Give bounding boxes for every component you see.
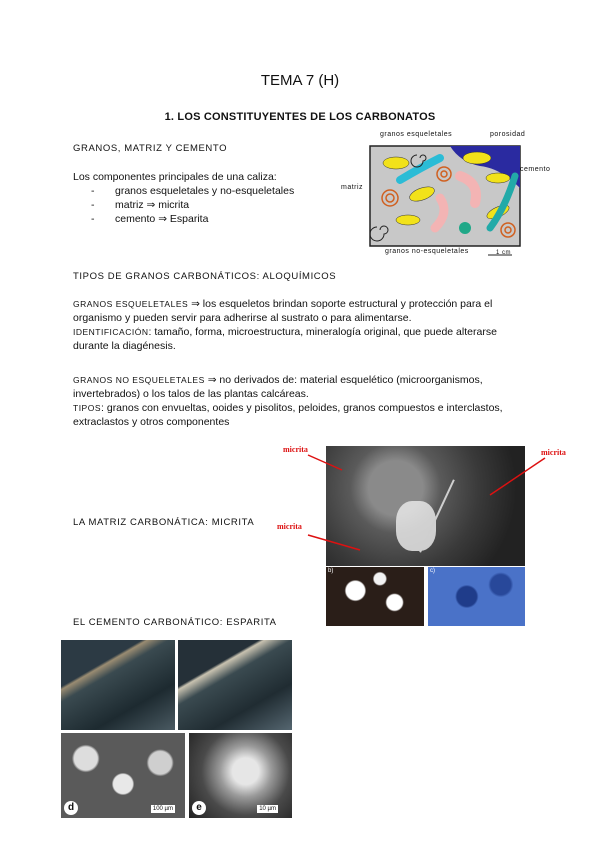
component-list — [91, 184, 343, 226]
term-identificacion: IDENTIFICACIÓN — [73, 327, 149, 337]
limestone-diagram-svg — [340, 128, 540, 263]
tipos-paragraph-2 — [73, 373, 533, 429]
list-item: - cemento ⇒ Esparita — [91, 212, 343, 226]
micrite-photo-b — [326, 567, 424, 626]
arrow-3 — [308, 535, 360, 550]
term-skeletal: GRANOS ESQUELETALES — [73, 299, 189, 309]
text-identificacion: : tamaño, forma, microestructura, mineralogía original, que puede alterarse durante la diagénesis. — [73, 326, 497, 352]
subheading-cemento: EL CEMENTO CARBONÁTICO: ESPARITA — [73, 617, 277, 628]
text-nonskeletal: ⇒ no derivados de: material esquelético (microorganismos, invertebrados) o los talos de las plantas calcáreas. — [73, 374, 483, 400]
intro-text: Los componentes principales de una caliza: — [73, 171, 277, 183]
arrow-2 — [490, 458, 545, 495]
panel-d-label: d — [64, 801, 78, 815]
label-nonskeletal: granos no-esqueletales — [385, 248, 469, 255]
micrite-photo-c — [428, 567, 525, 626]
panel-c-label: c) — [430, 568, 435, 574]
label-porosity: porosidad — [490, 131, 526, 138]
label-skeletal: granos esqueletales — [380, 131, 453, 138]
sparite-sem-e — [189, 733, 292, 818]
term-tipos: TIPOS — [73, 403, 102, 413]
panel-b-label: b) — [328, 568, 334, 574]
arrow-1 — [308, 455, 342, 470]
sparite-photo-a — [61, 640, 175, 730]
label-cement: cemento — [520, 166, 551, 173]
list-item: - matriz ⇒ micrita — [91, 198, 343, 212]
sparite-sem-d — [61, 733, 185, 818]
limestone-diagram — [340, 128, 551, 263]
text-skeletal: ⇒ los esqueletos brindan soporte estructural y protección para el organismo y pueden servir para adherirse al sustrato o para alimentarse. — [73, 298, 493, 324]
label-scale: 1 cm — [496, 250, 512, 256]
section-heading: 1. LOS CONSTITUYENTES DE LOS CARBONATOS — [164, 111, 436, 123]
panel-e-label: e — [192, 801, 206, 815]
term-nonskeletal: GRANOS NO ESQUELETALES — [73, 375, 205, 385]
micrite-label-2: micrita — [541, 448, 566, 457]
subheading-matriz: LA MATRIZ CARBONÁTICA: MICRITA — [73, 517, 255, 528]
list-item: - granos esqueletales y no-esqueletales — [91, 184, 343, 198]
label-matrix: matriz — [341, 184, 364, 191]
intro-block — [73, 170, 343, 226]
text-tipos: : granos con envueltas, ooides y pisolitos, peloides, granos compuestos e interclastos, extraclastos y otros componentes — [73, 402, 503, 428]
micrite-label-1: micrita — [283, 445, 308, 454]
scale-d: 100 µm — [152, 806, 173, 812]
sparite-photo-b — [178, 640, 292, 730]
micrite-label-3: micrita — [277, 522, 302, 531]
tipos-paragraph-1 — [73, 297, 533, 353]
subheading-granos: GRANOS, MATRIZ Y CEMENTO — [73, 143, 228, 154]
page-title: TEMA 7 (H) — [260, 72, 340, 89]
scale-e: 10 µm — [259, 806, 276, 812]
arrow-overlay — [280, 450, 580, 560]
subheading-tipos: TIPOS DE GRANOS CARBONÁTICOS: ALOQUÍMICOS — [73, 271, 337, 282]
